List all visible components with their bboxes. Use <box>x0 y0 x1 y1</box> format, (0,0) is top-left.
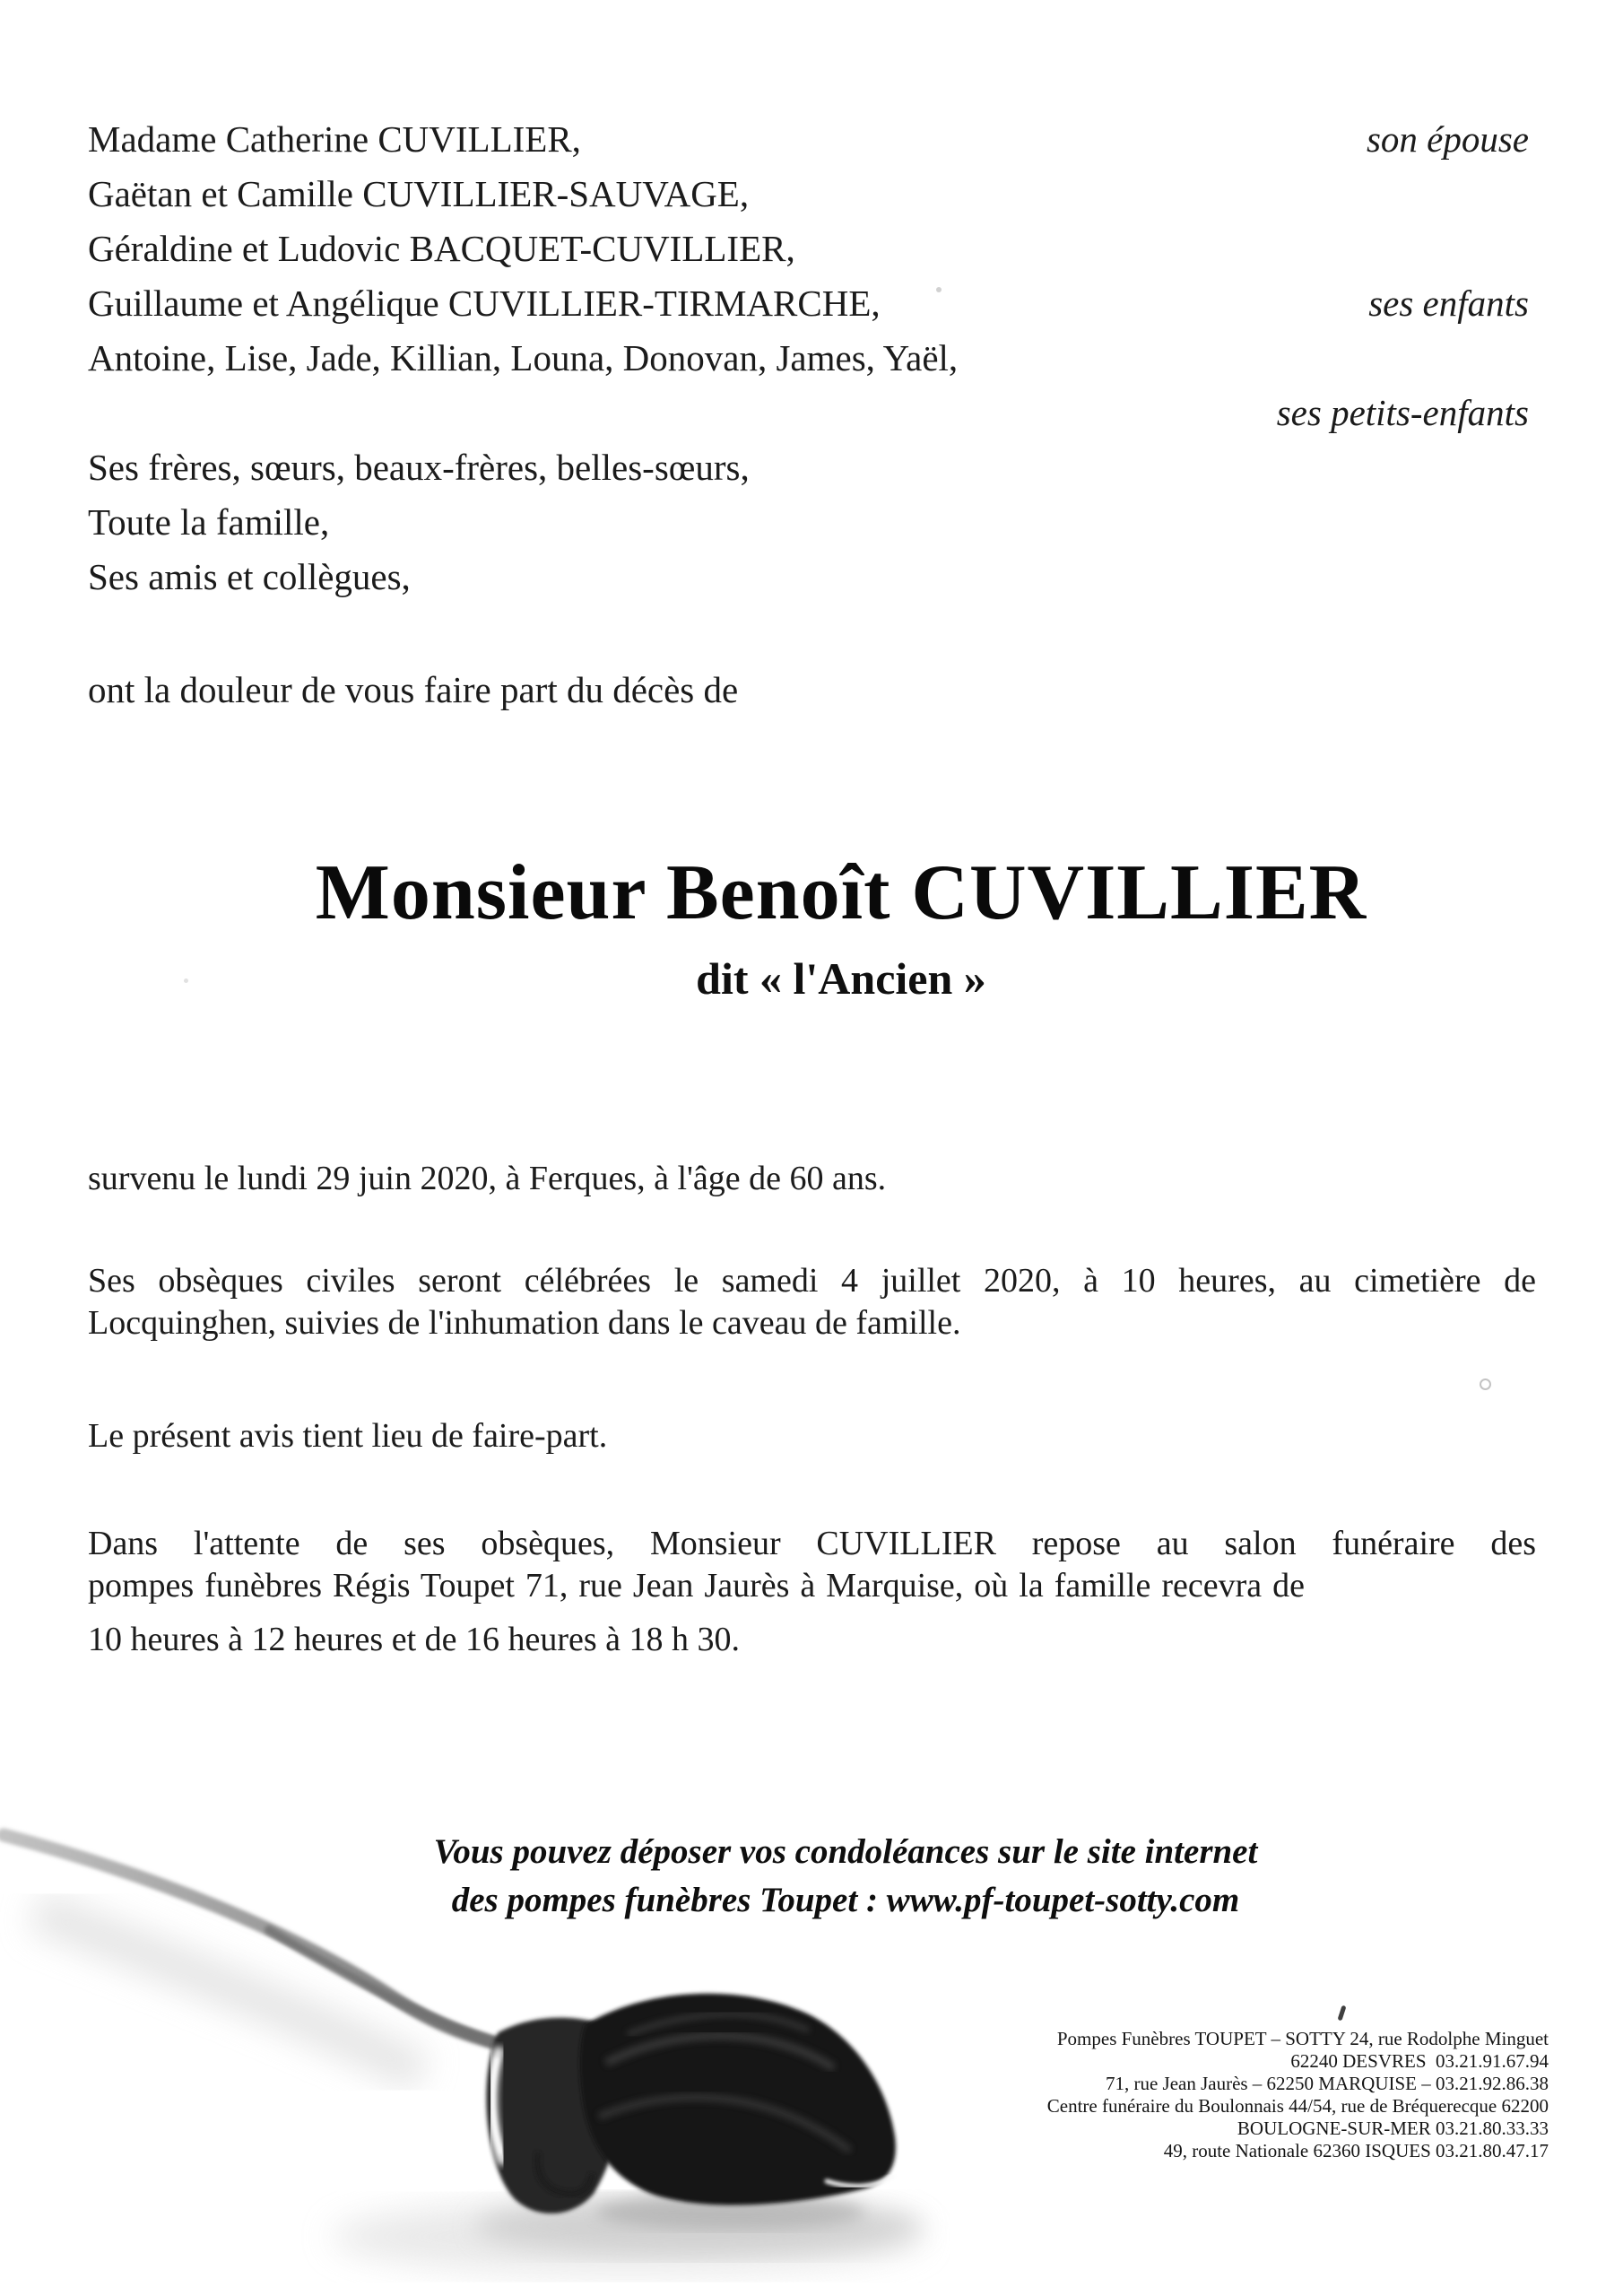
repose-line-1: Dans l'attente de ses obsèques, Monsieur CUVILLIER repose au salon funéraire des <box>88 1525 1536 1562</box>
ceremony-line-1: Ses obsèques civiles seront célébrées le samedi 4 juillet 2020, à 10 heures, au cimetière de <box>88 1262 1536 1300</box>
death-info-line: survenu le lundi 29 juin 2020, à Ferques, à l'âge de 60 ans. <box>88 1160 887 1197</box>
deceased-name-title: Monsieur Benoît CUVILLIER <box>315 849 1367 936</box>
family-line: Gaëtan et Camille CUVILLIER-SAUVAGE, <box>88 173 750 214</box>
scan-artifact <box>1337 2005 1346 2022</box>
flower-bloom <box>486 1994 896 2213</box>
family-line: Ses frères, sœurs, beaux-frères, belles-sœurs, <box>88 447 750 488</box>
relation-label-grandchildren: ses petits-enfants <box>1276 392 1529 433</box>
family-line: Ses amis et collègues, <box>88 556 411 597</box>
contact-line: 71, rue Jean Jaurès – 62250 MARQUISE – 03.21.92.86.38 <box>1105 2073 1549 2094</box>
family-list-secondary <box>88 440 1254 604</box>
scan-artifact <box>936 287 942 292</box>
contact-line: 62240 DESVRES 03.21.91.67.94 <box>1290 2050 1549 2072</box>
deceased-alias: dit « l'Ancien » <box>696 953 986 1004</box>
scan-artifact <box>184 978 188 983</box>
family-line: Guillaume et Angélique CUVILLIER-TIRMARCHE, <box>88 283 881 324</box>
family-line: Antoine, Lise, Jade, Killian, Louna, Donovan, James, Yaël, <box>88 337 959 378</box>
repose-line-2: pompes funèbres Régis Toupet 71, rue Jean Jaurès à Marquise, où la famille recevra de <box>88 1567 1305 1605</box>
relation-label-children: ses enfants <box>1368 283 1529 324</box>
legal-notice-line: Le présent avis tient lieu de faire-part. <box>88 1417 608 1455</box>
scan-artifact <box>1480 1378 1491 1390</box>
repose-line-3: 10 heures à 12 heures et de 16 heures à 18 h 30. <box>88 1621 741 1658</box>
condolences-note <box>121 1828 1570 1925</box>
contact-line: Pompes Funèbres TOUPET – SOTTY 24, rue Rodolphe Minguet <box>1056 2028 1549 2049</box>
relation-label-spouse: son épouse <box>1366 118 1529 160</box>
announcement-intro-line: ont la douleur de vous faire part du décès de <box>88 669 739 710</box>
contact-line: Centre funéraire du Boulonnais 44/54, rue de Bréquerecque 62200 <box>1046 2095 1549 2117</box>
contact-line: BOULOGNE-SUR-MER 03.21.80.33.33 <box>1237 2118 1549 2139</box>
ceremony-line-2: Locquinghen, suivies de l'inhumation dans le caveau de famille. <box>88 1304 961 1342</box>
condolences-line-1: Vous pouvez déposer vos condoléances sur le site internet <box>433 1832 1258 1871</box>
family-line: Toute la famille, <box>88 501 330 543</box>
family-line: Géraldine et Ludovic BACQUET-CUVILLIER, <box>88 228 795 269</box>
family-line: Madame Catherine CUVILLIER, <box>88 118 581 160</box>
contact-line: 49, route Nationale 62360 ISQUES 03.21.80.47.17 <box>1163 2140 1549 2161</box>
condolences-line-2: des pompes funèbres Toupet : www.pf-toupet-sotty.com <box>451 1881 1240 1919</box>
funeral-home-contact <box>897 2028 1549 2162</box>
